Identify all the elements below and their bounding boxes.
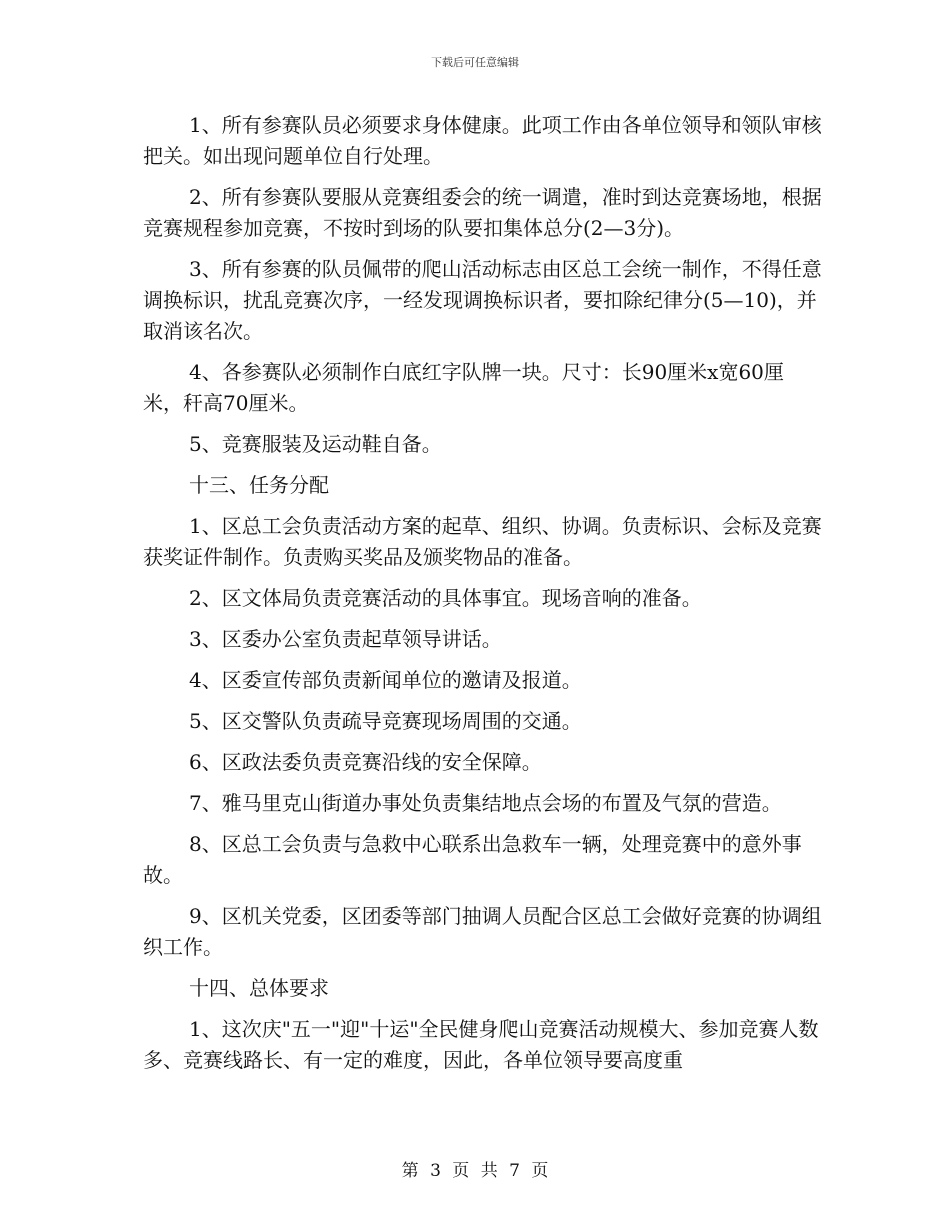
paragraph: 4、区委宣传部负责新闻单位的邀请及报道。 — [189, 668, 582, 692]
page-number-footer: 第 3 页 共 7 页 — [401, 1161, 549, 1181]
paragraph: 7、雅马里克山街道办事处负责集结地点会场的布置及气氛的营造。 — [189, 791, 782, 815]
paragraph: 5、区交警队负责疏导竞赛现场周围的交通。 — [189, 709, 582, 733]
paragraph: 1、区总工会负责活动方案的起草、组织、协调。负责标识、会标及竞赛获奖证件制作。负责购买奖品及颁奖物品的准备。 — [143, 514, 822, 569]
paragraph: 4、各参赛队必须制作白底红字队牌一块。尺寸：长90厘米x宽60厘米，秆高70厘米。 — [143, 360, 784, 415]
paragraph: 1、所有参赛队员必须要求身体健康。此项工作由各单位领导和领队审核把关。如出现问题单位自行处理。 — [143, 113, 822, 168]
paragraph: 6、区政法委负责竞赛沿线的安全保障。 — [189, 750, 542, 774]
section-heading: 十四、总体要求 — [189, 976, 329, 1000]
document-body — [143, 110, 823, 1086]
page-header-note: 下载后可任意编辑 — [431, 56, 519, 69]
paragraph: 8、区总工会负责与急救中心联系出急救车一辆，处理竞赛中的意外事故。 — [143, 832, 802, 887]
paragraph: 9、区机关党委，区团委等部门抽调人员配合区总工会做好竞赛的协调组织工作。 — [143, 904, 822, 959]
paragraph: 3、所有参赛的队员佩带的爬山活动标志由区总工会统一制作，不得任意调换标识，扰乱竞赛次序，一经发现调换标识者，要扣除纪律分(5—10)，并取消该名次。 — [143, 257, 822, 343]
paragraph: 5、竞赛服装及运动鞋自备。 — [189, 432, 442, 456]
paragraph: 3、区委办公室负责起草领导讲话。 — [189, 627, 502, 651]
section-heading: 十三、任务分配 — [189, 473, 329, 497]
paragraph: 2、区文体局负责竞赛活动的具体事宜。现场音响的准备。 — [189, 586, 702, 610]
paragraph: 1、这次庆"五一"迎"十运"全民健身爬山竞赛活动规模大、参加竞赛人数多、竞赛线路长、有一定的难度，因此，各单位领导要高度重 — [143, 1017, 819, 1072]
paragraph: 2、所有参赛队要服从竞赛组委会的统一调遣，准时到达竞赛场地，根据竞赛规程参加竞赛，不按时到场的队要扣集体总分(2—3分)。 — [143, 185, 822, 240]
